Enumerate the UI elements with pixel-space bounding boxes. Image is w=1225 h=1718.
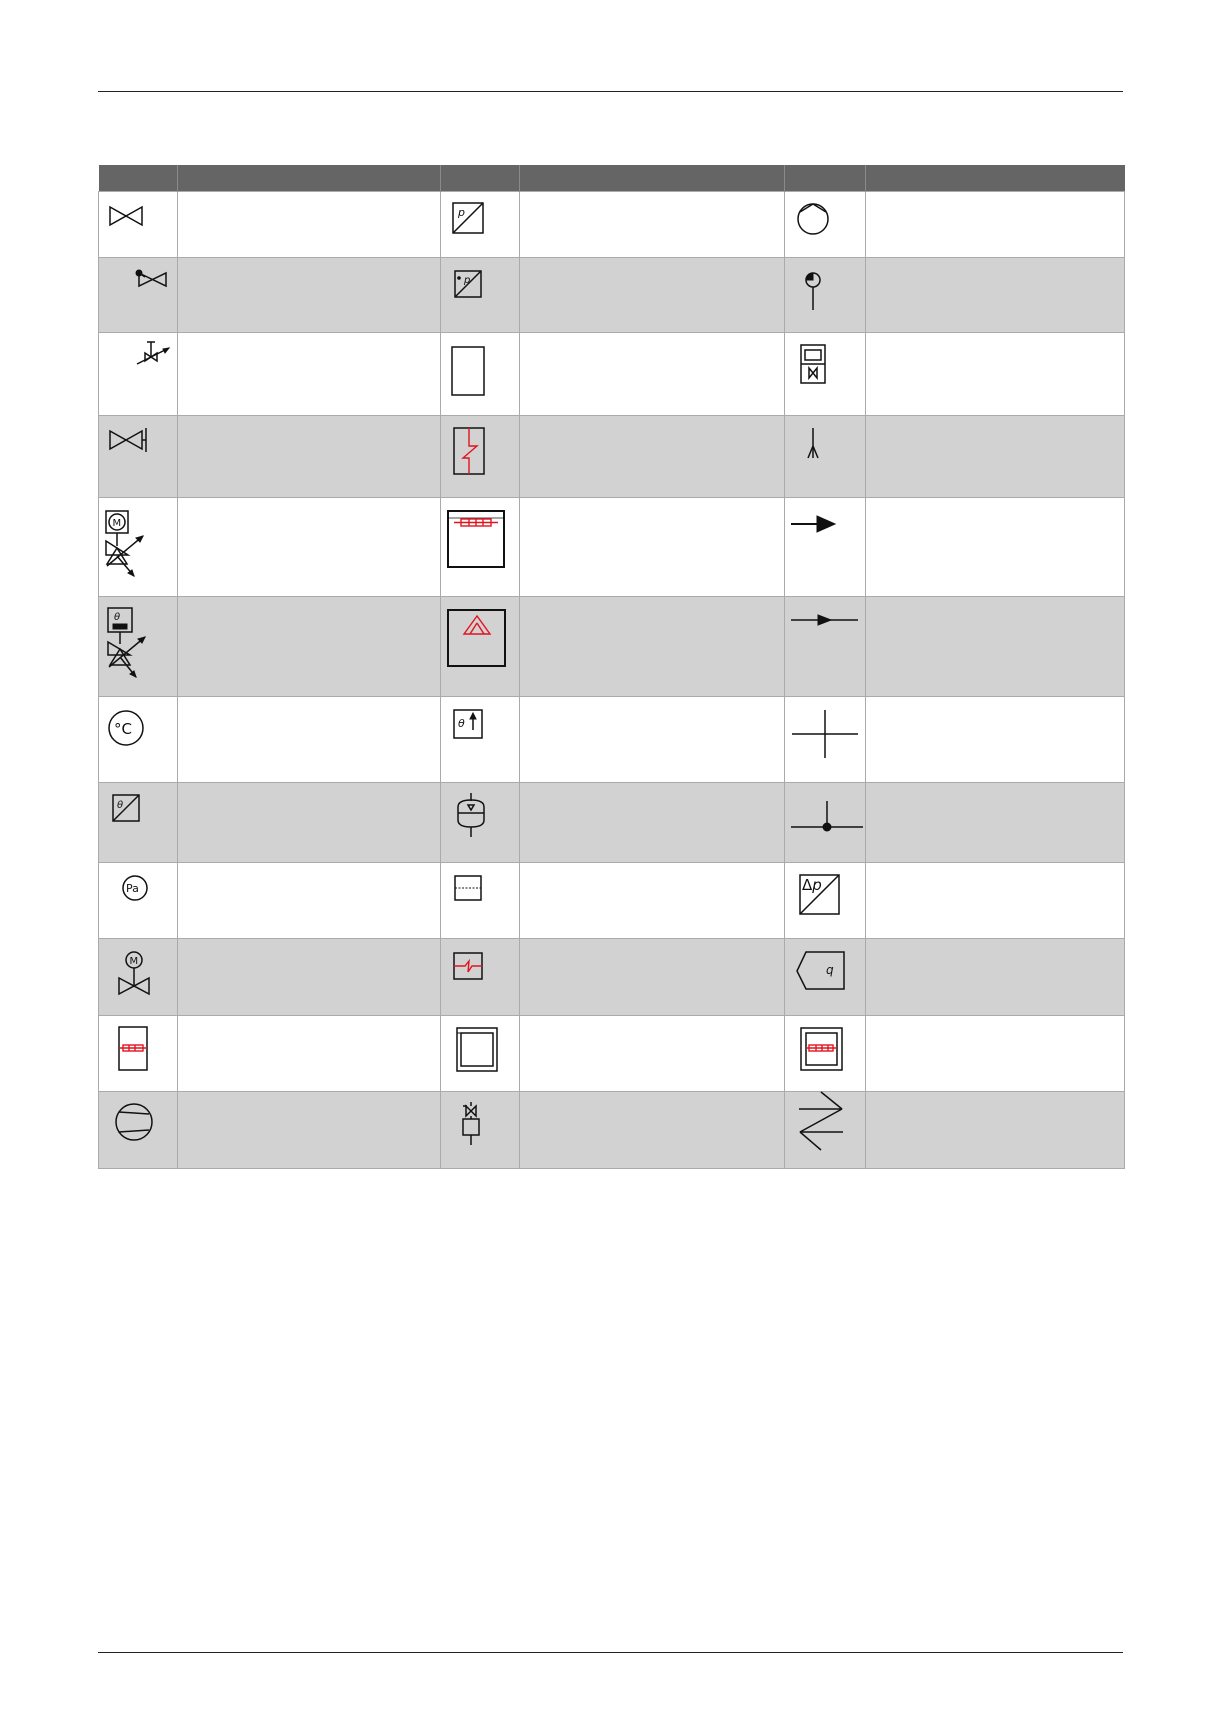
check-valve-icon [99, 258, 178, 331]
symbol-cell [99, 783, 178, 863]
thermometer-icon [99, 697, 178, 781]
symbol-description [178, 258, 441, 333]
motorized-valve-icon [99, 939, 178, 1014]
table-row [99, 1016, 1125, 1092]
header-symbol-1 [99, 165, 178, 192]
tank-with-heater-icon [785, 1016, 866, 1090]
symbol-cell [441, 192, 520, 258]
svg-text:Δp: Δp [802, 876, 822, 894]
symbol-description [866, 192, 1125, 258]
header-symbol-3 [785, 165, 866, 192]
backup-heater-icon [99, 1016, 178, 1090]
symbol-description [866, 333, 1125, 416]
symbol-description [520, 783, 785, 863]
symbol-description [178, 697, 441, 783]
symbol-cell [441, 416, 520, 498]
symbol-cell [441, 783, 520, 863]
symbol-description [866, 863, 1125, 939]
symbol-cell [785, 192, 866, 258]
symbol-description [866, 498, 1125, 597]
thermostatic-three-way-valve-icon [99, 597, 178, 695]
symbol-cell [99, 863, 178, 939]
pressure-sensor-icon [441, 192, 520, 256]
heater-module-icon [441, 498, 520, 595]
symbol-description [178, 416, 441, 498]
symbol-description [520, 258, 785, 333]
symbol-description [866, 697, 1125, 783]
symbol-description [178, 783, 441, 863]
header-description-1 [178, 165, 441, 192]
enclosure-icon [441, 333, 520, 414]
table-row [99, 192, 1125, 258]
symbol-cell [99, 1016, 178, 1092]
symbol-description [178, 863, 441, 939]
symbol-description [178, 1016, 441, 1092]
pipe-crossing-icon [785, 697, 866, 781]
temperature-sensor-icon [99, 783, 178, 861]
symbol-cell [785, 1016, 866, 1092]
symbol-cell [441, 1092, 520, 1169]
symbol-cell [785, 939, 866, 1016]
pressure-gauge-pa-icon [99, 863, 178, 937]
compressor-icon [99, 1092, 178, 1167]
symbol-description [520, 939, 785, 1016]
symbol-cell [441, 498, 520, 597]
symbol-cell [785, 863, 866, 939]
shutoff-valve-icon [99, 192, 178, 256]
header-description-3 [866, 165, 1125, 192]
symbol-description [520, 333, 785, 416]
buffer-tank-icon [441, 1016, 520, 1090]
electric-heater-icon [441, 939, 520, 1014]
table-row [99, 498, 1125, 597]
air-separator-icon [441, 1092, 520, 1167]
svg-text:Pa: Pa [126, 882, 139, 895]
symbol-description [520, 863, 785, 939]
svg-text:θ: θ [114, 612, 121, 623]
pressure-gauge-icon [785, 258, 866, 331]
pressure-switch-icon [441, 258, 520, 331]
table-row [99, 863, 1125, 939]
symbol-cell [785, 333, 866, 416]
symbol-cell [99, 498, 178, 597]
symbol-cell [441, 1016, 520, 1092]
flow-meter-icon [785, 939, 866, 1014]
symbol-description [178, 498, 441, 597]
table-row [99, 258, 1125, 333]
flow-direction-arrow-icon [785, 498, 866, 595]
capped-valve-icon [99, 416, 178, 496]
motorized-three-way-valve-icon [99, 498, 178, 595]
table-row [99, 697, 1125, 783]
inline-flow-arrow-icon [785, 597, 866, 695]
symbol-description [866, 1092, 1125, 1169]
safety-valve-group-icon [785, 333, 866, 414]
symbol-description [866, 597, 1125, 697]
svg-text:M: M [112, 518, 122, 529]
table-row [99, 939, 1125, 1016]
symbol-description [520, 1092, 785, 1169]
symbol-cell [99, 597, 178, 697]
symbol-description [178, 192, 441, 258]
differential-pressure-sensor-icon [785, 863, 866, 937]
symbol-cell [99, 1092, 178, 1169]
symbol-cell [441, 697, 520, 783]
symbol-description [520, 192, 785, 258]
symbol-cell [785, 416, 866, 498]
table-row [99, 783, 1125, 863]
symbol-cell [99, 333, 178, 416]
table-row [99, 597, 1125, 697]
symbol-description [178, 597, 441, 697]
symbol-description [178, 939, 441, 1016]
high-voltage-module-icon [441, 597, 520, 695]
symbol-cell [99, 192, 178, 258]
symbol-cell [441, 258, 520, 333]
table-row [99, 333, 1125, 416]
header-rule [98, 91, 1123, 92]
header-description-2 [520, 165, 785, 192]
symbol-cell [785, 783, 866, 863]
temperature-limiter-icon [441, 697, 520, 781]
table-row [99, 416, 1125, 498]
symbol-description [866, 416, 1125, 498]
symbol-description [520, 697, 785, 783]
symbol-cell [785, 1092, 866, 1169]
symbol-cell [441, 863, 520, 939]
svg-text:p: p [464, 275, 471, 286]
filter-icon [441, 863, 520, 937]
symbol-cell [785, 697, 866, 783]
plate-heat-exchanger-icon [441, 416, 520, 496]
symbol-description [866, 783, 1125, 863]
symbol-cell [785, 597, 866, 697]
symbol-description [520, 498, 785, 597]
symbol-description [866, 939, 1125, 1016]
svg-text:θ: θ [117, 800, 124, 811]
svg-text:p: p [458, 206, 465, 219]
symbol-cell [99, 258, 178, 333]
circulation-pump-icon [785, 192, 866, 256]
symbol-description [520, 416, 785, 498]
svg-text:θ: θ [458, 717, 465, 730]
symbol-cell [441, 597, 520, 697]
drain-outlet-icon [785, 416, 866, 496]
symbol-description [178, 1092, 441, 1169]
symbol-cell [99, 697, 178, 783]
pipe-junction-icon [785, 783, 866, 861]
table-row [99, 1092, 1125, 1169]
symbol-description [866, 1016, 1125, 1092]
header-symbol-2 [441, 165, 520, 192]
symbol-cell [785, 498, 866, 597]
symbol-description [520, 597, 785, 697]
svg-text:q: q [826, 963, 834, 977]
heat-source-icon [785, 1092, 866, 1167]
symbol-cell [99, 416, 178, 498]
symbol-legend-table [98, 165, 1125, 1169]
symbol-description [520, 1016, 785, 1092]
symbol-cell [99, 939, 178, 1016]
pressure-relief-valve-icon [99, 333, 178, 414]
footer-rule [98, 1652, 1123, 1653]
svg-text:M: M [129, 956, 139, 967]
svg-text:°C: °C [114, 720, 132, 738]
symbol-cell [441, 939, 520, 1016]
symbol-cell [785, 258, 866, 333]
symbol-description [866, 258, 1125, 333]
symbol-cell [441, 333, 520, 416]
expansion-vessel-icon [441, 783, 520, 861]
table-header-row [99, 165, 1125, 192]
symbol-description [178, 333, 441, 416]
